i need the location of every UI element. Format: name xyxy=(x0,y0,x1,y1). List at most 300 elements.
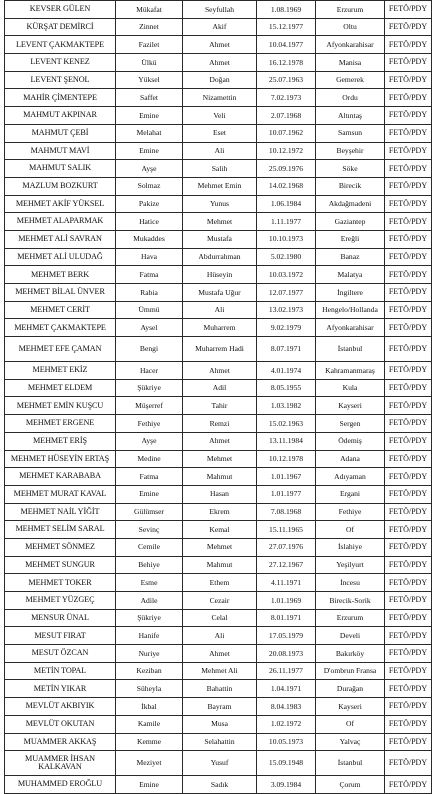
mother-name-cell: Pakize xyxy=(116,195,183,213)
mother-name-cell: Meziyet xyxy=(116,751,183,776)
mother-name-cell: Melahat xyxy=(116,124,183,142)
table-row xyxy=(5,521,432,539)
organization-cell: FETÖ/PDY xyxy=(385,36,432,54)
mother-name-cell: Kamile xyxy=(116,715,183,733)
birth-date-cell: 13.02.1973 xyxy=(257,301,316,319)
birth-date-cell: 9.02.1979 xyxy=(257,319,316,337)
name-cell: MAHMUT ÇEBİ xyxy=(5,124,116,142)
table-row xyxy=(5,36,432,54)
mother-name-cell: Keziban xyxy=(116,662,183,680)
organization-cell: FETÖ/PDY xyxy=(385,662,432,680)
father-name-cell: Kemal xyxy=(183,521,257,539)
father-name-cell: Mehmet Emin xyxy=(183,177,257,195)
table-row xyxy=(5,213,432,231)
table-row xyxy=(5,124,432,142)
birth-place-cell: Of xyxy=(316,521,385,539)
birth-date-cell: 1.01.1977 xyxy=(257,485,316,503)
mother-name-cell: Şükriye xyxy=(116,379,183,397)
organization-cell: FETÖ/PDY xyxy=(385,397,432,415)
mother-name-cell: Cemile xyxy=(116,538,183,556)
name-cell: MAHMUT MAVİ xyxy=(5,142,116,160)
table-row xyxy=(5,415,432,433)
birth-place-cell: Ergani xyxy=(316,485,385,503)
birth-place-cell: Durağan xyxy=(316,680,385,698)
father-name-cell: Veli xyxy=(183,107,257,125)
person-list-body xyxy=(5,1,432,794)
name-cell: MEHMET ALİ ULUDAĞ xyxy=(5,248,116,266)
table-row xyxy=(5,662,432,680)
birth-place-cell: Banaz xyxy=(316,248,385,266)
birth-place-cell: Gaziantep xyxy=(316,213,385,231)
father-name-cell: Yunus xyxy=(183,195,257,213)
name-cell: MEHMET EKİZ xyxy=(5,362,116,380)
table-row xyxy=(5,54,432,72)
birth-date-cell: 1.01.1967 xyxy=(257,468,316,486)
birth-place-cell: Adana xyxy=(316,450,385,468)
mother-name-cell: Emine xyxy=(116,107,183,125)
name-cell-text: MUAMMER İHSAN KALKAVAN xyxy=(25,753,95,772)
name-cell: MEHMET TOKER xyxy=(5,574,116,592)
organization-cell: FETÖ/PDY xyxy=(385,379,432,397)
birth-place-cell: Ereğli xyxy=(316,230,385,248)
table-row xyxy=(5,592,432,610)
birth-date-cell: 10.05.1973 xyxy=(257,733,316,751)
birth-date-cell: 10.04.1977 xyxy=(257,36,316,54)
father-name-cell: Ahmet xyxy=(183,645,257,663)
father-name-cell: Ahmet xyxy=(183,362,257,380)
name-cell: LEVENT ÇAKMAKTEPE xyxy=(5,36,116,54)
organization-cell: FETÖ/PDY xyxy=(385,503,432,521)
birth-date-cell: 1.08.1969 xyxy=(257,1,316,19)
mother-name-cell: Müşerref xyxy=(116,397,183,415)
father-name-cell: Mehmet Ali xyxy=(183,662,257,680)
organization-cell: FETÖ/PDY xyxy=(385,715,432,733)
father-name-cell: Doğan xyxy=(183,71,257,89)
birth-date-cell: 7.02.1973 xyxy=(257,89,316,107)
name-cell: MAHMUT SALIK xyxy=(5,160,116,178)
father-name-cell: Celal xyxy=(183,609,257,627)
organization-cell: FETÖ/PDY xyxy=(385,213,432,231)
birth-date-cell: 10.03.1972 xyxy=(257,266,316,284)
organization-cell: FETÖ/PDY xyxy=(385,89,432,107)
father-name-cell: Ahmet xyxy=(183,54,257,72)
mother-name-cell: Hatice xyxy=(116,213,183,231)
name-cell: MEHMET BİLAL ÜNVER xyxy=(5,284,116,302)
birth-place-cell: İslahiye xyxy=(316,538,385,556)
organization-cell: FETÖ/PDY xyxy=(385,751,432,776)
organization-cell: FETÖ/PDY xyxy=(385,18,432,36)
name-cell: MEHMET SELİM SARAL xyxy=(5,521,116,539)
organization-cell: FETÖ/PDY xyxy=(385,468,432,486)
organization-cell: FETÖ/PDY xyxy=(385,142,432,160)
table-row xyxy=(5,751,432,776)
table-row xyxy=(5,177,432,195)
table-row xyxy=(5,160,432,178)
table-row xyxy=(5,89,432,107)
birth-place-cell: Kayseri xyxy=(316,397,385,415)
birth-date-cell: 4.01.1974 xyxy=(257,362,316,380)
father-name-cell: Ali xyxy=(183,301,257,319)
father-name-cell: Musa xyxy=(183,715,257,733)
birth-place-cell: Altıntaş xyxy=(316,107,385,125)
table-row xyxy=(5,776,432,794)
birth-date-cell: 4.11.1971 xyxy=(257,574,316,592)
document-page xyxy=(4,0,431,789)
name-cell: LEVENT KENEZ xyxy=(5,54,116,72)
birth-date-cell: 13.11.1984 xyxy=(257,432,316,450)
mother-name-cell: Zinnet xyxy=(116,18,183,36)
organization-cell: FETÖ/PDY xyxy=(385,230,432,248)
organization-cell: FETÖ/PDY xyxy=(385,415,432,433)
table-row xyxy=(5,301,432,319)
birth-date-cell: 8.01.1971 xyxy=(257,609,316,627)
birth-date-cell: 1.01.1969 xyxy=(257,592,316,610)
birth-place-cell: Samsun xyxy=(316,124,385,142)
birth-date-cell: 15.02.1963 xyxy=(257,415,316,433)
birth-place-cell: Afyonkarahisar xyxy=(316,319,385,337)
table-row xyxy=(5,627,432,645)
organization-cell: FETÖ/PDY xyxy=(385,301,432,319)
mother-name-cell: Aysel xyxy=(116,319,183,337)
organization-cell: FETÖ/PDY xyxy=(385,609,432,627)
father-name-cell: Muharrem xyxy=(183,319,257,337)
birth-place-cell: Erzurum xyxy=(316,1,385,19)
table-row xyxy=(5,680,432,698)
mother-name-cell: Adile xyxy=(116,592,183,610)
organization-cell: FETÖ/PDY xyxy=(385,485,432,503)
name-cell: MEHMET SÖNMEZ xyxy=(5,538,116,556)
organization-cell: FETÖ/PDY xyxy=(385,266,432,284)
name-cell: MEHMET BERK xyxy=(5,266,116,284)
mother-name-cell: Mukaddes xyxy=(116,230,183,248)
father-name-cell: Seyfullah xyxy=(183,1,257,19)
father-name-cell: Salih xyxy=(183,160,257,178)
mother-name-cell: Ayşe xyxy=(116,160,183,178)
birth-date-cell: 10.12.1978 xyxy=(257,450,316,468)
mother-name-cell: Kemme xyxy=(116,733,183,751)
table-row xyxy=(5,397,432,415)
birth-place-cell: Kahramanmaraş xyxy=(316,362,385,380)
mother-name-cell: Yüksel xyxy=(116,71,183,89)
birth-place-cell: Çorum xyxy=(316,776,385,794)
father-name-cell: Mehmet xyxy=(183,538,257,556)
mother-name-cell: Esme xyxy=(116,574,183,592)
table-row xyxy=(5,733,432,751)
table-row xyxy=(5,1,432,19)
father-name-cell-text: Muharrem Hadi xyxy=(195,344,244,354)
organization-cell: FETÖ/PDY xyxy=(385,160,432,178)
organization-cell: FETÖ/PDY xyxy=(385,362,432,380)
organization-cell: FETÖ/PDY xyxy=(385,284,432,302)
birth-place-cell: Develi xyxy=(316,627,385,645)
mother-name-cell: Süheyla xyxy=(116,680,183,698)
mother-name-cell: Ümmü xyxy=(116,301,183,319)
father-name-cell xyxy=(183,751,257,776)
name-cell: MEHMET ALAPARMAK xyxy=(5,213,116,231)
birth-date-cell: 1.03.1982 xyxy=(257,397,316,415)
father-name-cell: Adil xyxy=(183,379,257,397)
birth-date-cell: 10.10.1973 xyxy=(257,230,316,248)
table-row xyxy=(5,609,432,627)
birth-place-cell: Sergen xyxy=(316,415,385,433)
organization-cell: FETÖ/PDY xyxy=(385,195,432,213)
mother-name-cell: Hacer xyxy=(116,362,183,380)
father-name-cell: Mahmut xyxy=(183,556,257,574)
father-name-cell: Mustafa Uğur xyxy=(183,284,257,302)
father-name-cell: Ahmet xyxy=(183,36,257,54)
birth-date-cell: 17.05.1979 xyxy=(257,627,316,645)
name-cell: MEHMET AKİF YÜKSEL xyxy=(5,195,116,213)
organization-cell: FETÖ/PDY xyxy=(385,432,432,450)
organization-cell: FETÖ/PDY xyxy=(385,574,432,592)
father-name-cell: Hüseyin xyxy=(183,266,257,284)
birth-place-cell: İstanbul xyxy=(316,337,385,362)
organization-cell: FETÖ/PDY xyxy=(385,556,432,574)
name-cell: MESUT ÖZCAN xyxy=(5,645,116,663)
table-row xyxy=(5,698,432,716)
organization-cell: FETÖ/PDY xyxy=(385,248,432,266)
father-name-cell: Bahattin xyxy=(183,680,257,698)
name-cell: MEHMET YÜZGEÇ xyxy=(5,592,116,610)
organization-cell: FETÖ/PDY xyxy=(385,1,432,19)
birth-date-cell: 8.04.1983 xyxy=(257,698,316,716)
mother-name-cell: Fazilet xyxy=(116,36,183,54)
table-row xyxy=(5,432,432,450)
father-name-cell: Ali xyxy=(183,142,257,160)
name-cell: KÜRŞAT DEMİRCİ xyxy=(5,18,116,36)
name-cell-text: MEHMET EFE ÇAMAN xyxy=(18,343,102,353)
birth-date-cell: 26.11.1977 xyxy=(257,662,316,680)
birth-place-cell: Afyonkarahisar xyxy=(316,36,385,54)
table-row xyxy=(5,107,432,125)
name-cell: MUAMMER AKKAŞ xyxy=(5,733,116,751)
organization-cell: FETÖ/PDY xyxy=(385,645,432,663)
birth-place-cell: Söke xyxy=(316,160,385,178)
name-cell: METİN TOPAL xyxy=(5,662,116,680)
birth-place-cell: D'ombrun Fransa xyxy=(316,662,385,680)
mother-name-cell: Nuriye xyxy=(116,645,183,663)
mother-name-cell: Hanife xyxy=(116,627,183,645)
birth-date-cell: 1.04.1971 xyxy=(257,680,316,698)
birth-date-cell: 7.08.1968 xyxy=(257,503,316,521)
organization-cell: FETÖ/PDY xyxy=(385,627,432,645)
table-row xyxy=(5,503,432,521)
organization-cell: FETÖ/PDY xyxy=(385,450,432,468)
mother-name-cell: Sevinç xyxy=(116,521,183,539)
mother-name-cell: Emine xyxy=(116,485,183,503)
birth-date-cell: 10.12.1972 xyxy=(257,142,316,160)
mother-name-cell: Rabia xyxy=(116,284,183,302)
mother-name-cell: Fatma xyxy=(116,468,183,486)
name-cell: MAHİR ÇİMENTEPE xyxy=(5,89,116,107)
name-cell: MEHMET KARABABA xyxy=(5,468,116,486)
birth-date-cell: 1.02.1972 xyxy=(257,715,316,733)
table-row xyxy=(5,284,432,302)
birth-place-cell: Kula xyxy=(316,379,385,397)
organization-cell: FETÖ/PDY xyxy=(385,319,432,337)
table-row xyxy=(5,319,432,337)
name-cell: MEVLÜT AKBIYIK xyxy=(5,698,116,716)
organization-cell: FETÖ/PDY xyxy=(385,680,432,698)
organization-cell: FETÖ/PDY xyxy=(385,733,432,751)
name-cell: MEHMET ELDEM xyxy=(5,379,116,397)
name-cell: MEHMET ÇAKMAKTEPE xyxy=(5,319,116,337)
father-name-cell-text: Yusuf xyxy=(210,758,229,768)
father-name-cell: Cezair xyxy=(183,592,257,610)
birth-place-cell: Yalvaç xyxy=(316,733,385,751)
name-cell: MEHMET ALİ SAVRAN xyxy=(5,230,116,248)
person-list-table xyxy=(4,0,432,794)
table-row xyxy=(5,485,432,503)
name-cell: KEVSER GÜLEN xyxy=(5,1,116,19)
name-cell: MEHMET NAİL YİĞİT xyxy=(5,503,116,521)
mother-name-cell: Gülümser xyxy=(116,503,183,521)
birth-date-cell: 1.06.1984 xyxy=(257,195,316,213)
name-cell: MEHMET SUNGUR xyxy=(5,556,116,574)
mother-name-cell: Behiye xyxy=(116,556,183,574)
name-cell: MESUT FIRAT xyxy=(5,627,116,645)
organization-cell: FETÖ/PDY xyxy=(385,71,432,89)
father-name-cell: Selahattin xyxy=(183,733,257,751)
birth-date-cell: 1.11.1977 xyxy=(257,213,316,231)
mother-name-cell: İkbal xyxy=(116,698,183,716)
birth-place-cell: Hengelo/Hollanda xyxy=(316,301,385,319)
table-row xyxy=(5,715,432,733)
mother-name-cell: Bengi xyxy=(116,337,183,362)
mother-name-cell: Saffet xyxy=(116,89,183,107)
birth-date-cell: 14.02.1968 xyxy=(257,177,316,195)
table-row xyxy=(5,142,432,160)
name-cell: MEHMET HÜSEYİN ERTAŞ xyxy=(5,450,116,468)
father-name-cell: Hasan xyxy=(183,485,257,503)
name-cell: MEHMET EMİN KUŞCU xyxy=(5,397,116,415)
organization-cell: FETÖ/PDY xyxy=(385,124,432,142)
birth-place-cell: Bakırköy xyxy=(316,645,385,663)
birth-date-cell: 25.09.1976 xyxy=(257,160,316,178)
father-name-cell xyxy=(183,337,257,362)
birth-date-cell: 15.11.1965 xyxy=(257,521,316,539)
birth-place-cell: Birecik xyxy=(316,177,385,195)
birth-date-cell: 15.09.1948 xyxy=(257,751,316,776)
birth-place-cell: Akdağmadeni xyxy=(316,195,385,213)
birth-place-cell: İstanbul xyxy=(316,751,385,776)
father-name-cell: Tahir xyxy=(183,397,257,415)
birth-place-cell: Malatya xyxy=(316,266,385,284)
birth-date-cell: 3.09.1984 xyxy=(257,776,316,794)
birth-date-cell: 15.12.1977 xyxy=(257,18,316,36)
birth-date-cell: 27.12.1967 xyxy=(257,556,316,574)
table-row xyxy=(5,556,432,574)
father-name-cell: Bayram xyxy=(183,698,257,716)
table-row xyxy=(5,248,432,266)
name-cell: LEVENT ŞENOL xyxy=(5,71,116,89)
table-row xyxy=(5,266,432,284)
table-row xyxy=(5,379,432,397)
organization-cell: FETÖ/PDY xyxy=(385,337,432,362)
organization-cell: FETÖ/PDY xyxy=(385,107,432,125)
father-name-cell: Eset xyxy=(183,124,257,142)
mother-name-cell: Ülkü xyxy=(116,54,183,72)
name-cell: MEHMET MURAT KAVAL xyxy=(5,485,116,503)
mother-name-cell: Fatma xyxy=(116,266,183,284)
birth-place-cell: Ordu xyxy=(316,89,385,107)
table-row xyxy=(5,645,432,663)
mother-name-cell: Emine xyxy=(116,142,183,160)
birth-place-cell: Birecik-Sorik xyxy=(316,592,385,610)
organization-cell: FETÖ/PDY xyxy=(385,776,432,794)
organization-cell: FETÖ/PDY xyxy=(385,521,432,539)
organization-cell: FETÖ/PDY xyxy=(385,538,432,556)
birth-place-cell: İngiltere xyxy=(316,284,385,302)
mother-name-cell: Hava xyxy=(116,248,183,266)
father-name-cell: Mehmet xyxy=(183,450,257,468)
mother-name-cell: Fethiye xyxy=(116,415,183,433)
birth-date-cell: 2.07.1968 xyxy=(257,107,316,125)
name-cell: MUHAMMED EROĞLU xyxy=(5,776,116,794)
organization-cell: FETÖ/PDY xyxy=(385,177,432,195)
table-row xyxy=(5,538,432,556)
organization-cell: FETÖ/PDY xyxy=(385,698,432,716)
mother-name-cell: Mükafat xyxy=(116,1,183,19)
table-row xyxy=(5,18,432,36)
father-name-cell: Ethem xyxy=(183,574,257,592)
table-row xyxy=(5,468,432,486)
birth-place-cell: Kayseri xyxy=(316,698,385,716)
birth-date-cell: 25.07.1963 xyxy=(257,71,316,89)
mother-name-cell: Medine xyxy=(116,450,183,468)
name-cell: MEVLÜT OKUTAN xyxy=(5,715,116,733)
mother-name-cell: Ayşe xyxy=(116,432,183,450)
mother-name-cell: Solmaz xyxy=(116,177,183,195)
organization-cell: FETÖ/PDY xyxy=(385,54,432,72)
name-cell: METİN YIKAR xyxy=(5,680,116,698)
birth-place-cell: Beyşehir xyxy=(316,142,385,160)
table-row xyxy=(5,230,432,248)
table-row xyxy=(5,195,432,213)
father-name-cell: Abdurrahman xyxy=(183,248,257,266)
name-cell: MAZLUM BOZKURT xyxy=(5,177,116,195)
father-name-cell: Ahmet xyxy=(183,432,257,450)
father-name-cell: Ekrem xyxy=(183,503,257,521)
birth-date-cell: 8.07.1971 xyxy=(257,337,316,362)
birth-place-cell: Of xyxy=(316,715,385,733)
mother-name-cell: Şükriye xyxy=(116,609,183,627)
mother-name-cell: Emine xyxy=(116,776,183,794)
birth-place-cell: Ödemiş xyxy=(316,432,385,450)
birth-place-cell: İncesu xyxy=(316,574,385,592)
birth-date-cell: 12.07.1977 xyxy=(257,284,316,302)
birth-place-cell: Yeşilyurt xyxy=(316,556,385,574)
birth-place-cell: Erzurum xyxy=(316,609,385,627)
name-cell xyxy=(5,751,116,776)
table-row xyxy=(5,337,432,362)
birth-date-cell: 5.02.1980 xyxy=(257,248,316,266)
name-cell: MEHMET ERİŞ xyxy=(5,432,116,450)
father-name-cell: Ali xyxy=(183,627,257,645)
table-row xyxy=(5,71,432,89)
name-cell xyxy=(5,337,116,362)
father-name-cell: Nizamettin xyxy=(183,89,257,107)
birth-place-cell: Oltu xyxy=(316,18,385,36)
father-name-cell: Mahmut xyxy=(183,468,257,486)
father-name-cell: Mustafa xyxy=(183,230,257,248)
table-row xyxy=(5,450,432,468)
birth-place-cell: Adıyaman xyxy=(316,468,385,486)
name-cell: MEHMET CERİT xyxy=(5,301,116,319)
father-name-cell: Mehmet xyxy=(183,213,257,231)
organization-cell: FETÖ/PDY xyxy=(385,592,432,610)
name-cell: MEHMET ERGENE xyxy=(5,415,116,433)
